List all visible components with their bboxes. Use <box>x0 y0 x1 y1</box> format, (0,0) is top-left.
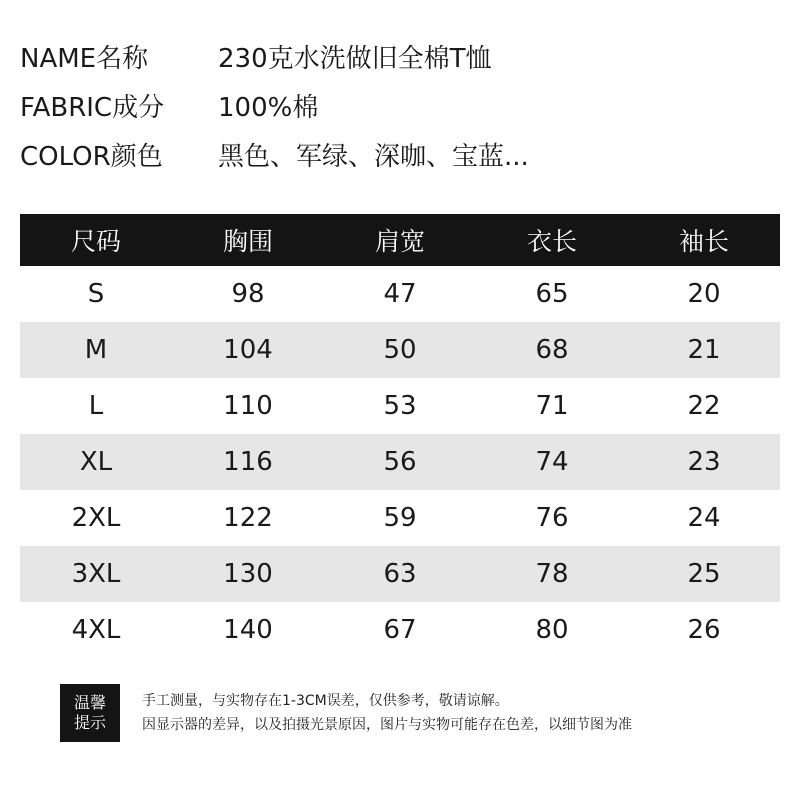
table-header <box>20 214 780 266</box>
cell-chest: 140 <box>223 615 273 645</box>
table-row <box>20 602 780 658</box>
cell-sleeve: 20 <box>687 279 721 309</box>
table-row <box>20 266 780 322</box>
cell-sleeve: 23 <box>628 434 780 490</box>
info-value: 230克水洗做旧全棉T恤 <box>218 44 492 74</box>
info-value: 100%棉 <box>218 93 319 123</box>
cell-shoulder: 56 <box>324 434 476 490</box>
cell-shoulder: 50 <box>324 322 476 378</box>
cell-chest: 122 <box>223 503 273 533</box>
notice-badge-line2: 提示 <box>73 713 106 732</box>
info-label: NAME名称 <box>20 44 149 74</box>
cell-shoulder: 59 <box>383 503 417 533</box>
notice-line-color: 因显示器的差异，以及拍摄光景原因，图片与实物可能存在色差，以细节图为准 <box>142 717 632 733</box>
cell-sleeve: 25 <box>628 546 780 602</box>
notice-line-measurement: 手工测量，与实物存在1-3CM误差，仅供参考，敬请谅解。 <box>142 693 509 709</box>
cell-length: 71 <box>535 391 569 421</box>
cell-chest: 116 <box>172 434 324 490</box>
header-row <box>20 214 780 266</box>
cell-length: 68 <box>476 322 628 378</box>
info-label: COLOR颜色 <box>20 142 163 172</box>
column-header-length: 衣长 <box>526 227 577 256</box>
column-header-sleeve: 袖长 <box>678 227 729 256</box>
cell-chest: 110 <box>223 391 273 421</box>
cell-shoulder: 47 <box>383 279 417 309</box>
cell-size: L <box>88 391 104 421</box>
notice-badge <box>60 684 120 742</box>
cell-shoulder: 67 <box>383 615 417 645</box>
table-body <box>20 266 780 658</box>
notice-badge-line1: 温馨 <box>73 693 106 712</box>
info-row-color <box>20 130 529 179</box>
cell-shoulder: 53 <box>383 391 417 421</box>
notice <box>60 684 632 742</box>
info-row-name <box>20 32 529 81</box>
cell-size: 3XL <box>20 546 172 602</box>
cell-size: S <box>87 279 105 309</box>
cell-sleeve: 26 <box>687 615 721 645</box>
table-row <box>20 378 780 434</box>
cell-size: 2XL <box>71 503 121 533</box>
cell-length: 76 <box>535 503 569 533</box>
table-row <box>20 434 780 490</box>
notice-text <box>142 689 632 737</box>
cell-length: 65 <box>535 279 569 309</box>
table-row <box>20 546 780 602</box>
table-row <box>20 490 780 546</box>
cell-chest: 104 <box>172 322 324 378</box>
info-value: 黑色、军绿、深咖、宝蓝... <box>218 142 529 172</box>
cell-sleeve: 22 <box>687 391 721 421</box>
cell-size: M <box>20 322 172 378</box>
info-label: FABRIC成分 <box>20 93 165 123</box>
cell-size: 4XL <box>71 615 121 645</box>
cell-size: XL <box>20 434 172 490</box>
cell-shoulder: 63 <box>324 546 476 602</box>
column-header-shoulder: 肩宽 <box>374 227 425 256</box>
product-info <box>20 32 529 179</box>
cell-sleeve: 24 <box>687 503 721 533</box>
info-row-fabric <box>20 81 529 130</box>
cell-chest: 98 <box>231 279 265 309</box>
size-chart-table <box>20 214 780 658</box>
cell-length: 80 <box>535 615 569 645</box>
cell-length: 74 <box>476 434 628 490</box>
column-header-size: 尺码 <box>70 227 121 256</box>
column-header-chest: 胸围 <box>222 227 273 256</box>
cell-chest: 130 <box>172 546 324 602</box>
table-row <box>20 322 780 378</box>
cell-length: 78 <box>476 546 628 602</box>
cell-sleeve: 21 <box>628 322 780 378</box>
